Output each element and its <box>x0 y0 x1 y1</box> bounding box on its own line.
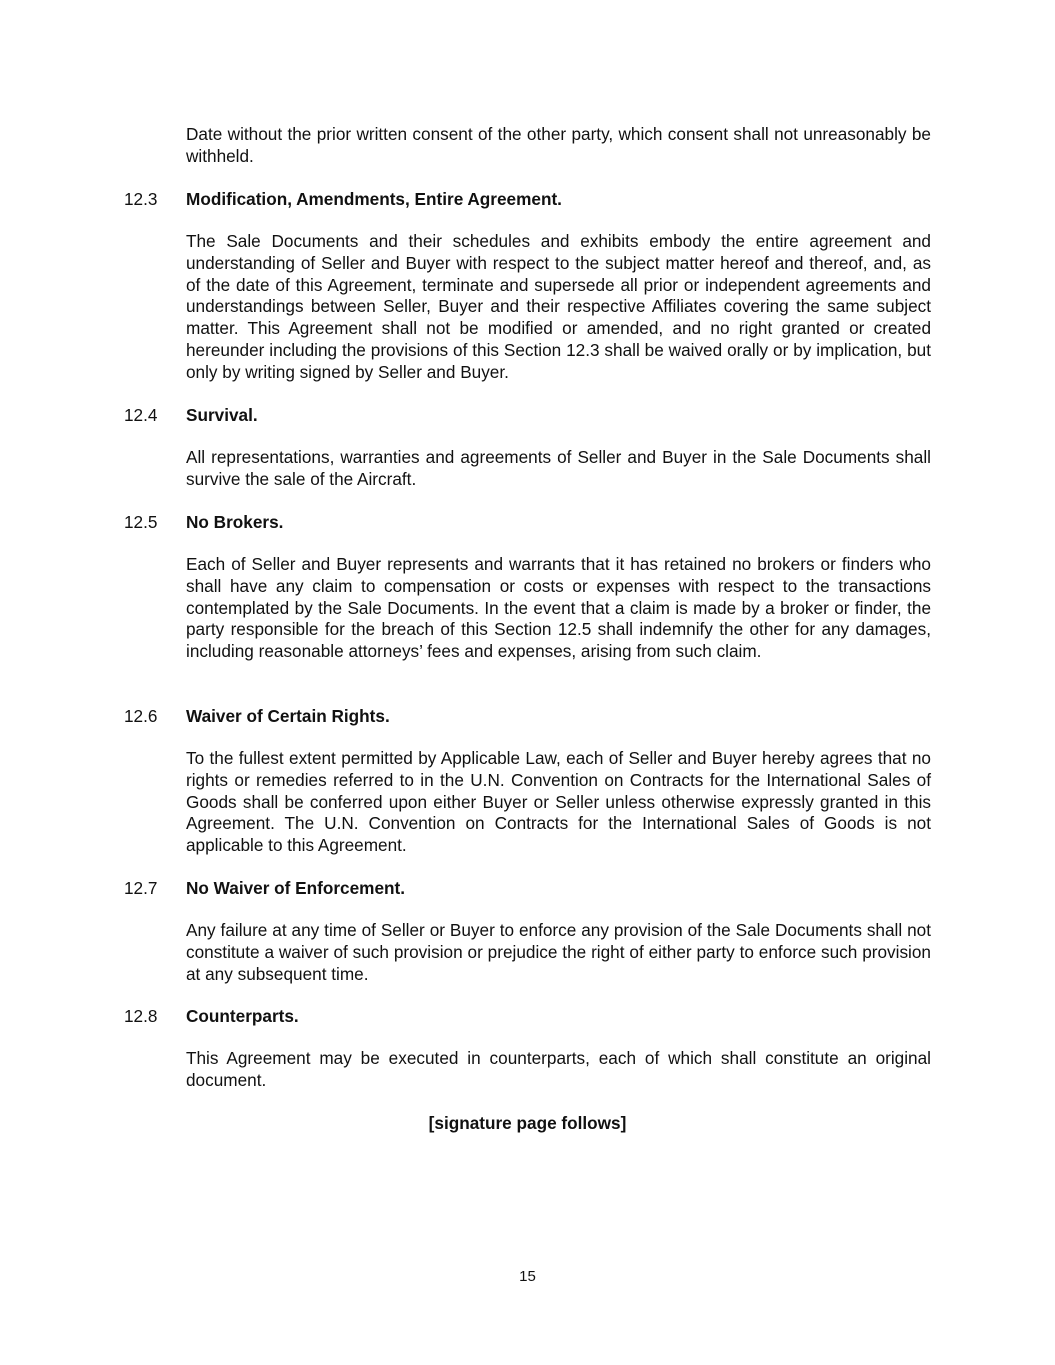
intro-paragraph: Date without the prior written consent of the other party, which consent shall not unreasonably be withheld. <box>186 124 931 166</box>
section-number: 12.4 <box>124 405 158 425</box>
section-heading-12-4 <box>124 405 944 427</box>
section-number: 12.5 <box>124 512 158 532</box>
section-title: Counterparts. <box>186 1006 299 1026</box>
section-body-12-7: Any failure at any time of Seller or Buyer to enforce any provision of the Sale Documents shall not constitute a waiver of such provision or prejudice the right of either party to enforce such provision at any subsequent time. <box>186 920 931 984</box>
section-heading-12-8 <box>124 1006 944 1028</box>
section-body-12-3: The Sale Documents and their schedules and exhibits embody the entire agreement and understanding of Seller and Buyer with respect to the subject matter hereof and thereof, and, as of the date of this Agreement, terminate and supersede all prior or independent agreements and understandings between Seller, Buyer and their respective Affiliates covering the same subject matter. This Agreement shall not be modified or amended, and no right granted or created hereunder including the provisions of this Section 12.3 shall be waived orally or by implication, but only by writing signed by Seller and Buyer. <box>186 231 931 382</box>
section-title: Modification, Amendments, Entire Agreement. <box>186 189 562 209</box>
section-body-12-4: All representations, warranties and agreements of Seller and Buyer in the Sale Documents shall survive the sale of the Aircraft. <box>186 447 931 489</box>
section-body-12-8: This Agreement may be executed in counterparts, each of which shall constitute an original document. <box>186 1048 931 1090</box>
section-heading-12-3 <box>124 189 944 211</box>
section-heading-12-5 <box>124 512 944 534</box>
section-title: No Brokers. <box>186 512 284 532</box>
section-number: 12.8 <box>124 1006 158 1026</box>
section-number: 12.7 <box>124 878 158 898</box>
section-body-12-6: To the fullest extent permitted by Applicable Law, each of Seller and Buyer hereby agrees that no rights or remedies referred to in the U.N. Convention on Contracts for the International Sales of Goods shall be conferred upon either Buyer or Seller unless otherwise expressly granted in this Agreement. The U.N. Convention on Contracts for the International Sales of Goods is not applicable to this Agreement. <box>186 748 931 856</box>
section-number: 12.6 <box>124 706 158 726</box>
section-title: No Waiver of Enforcement. <box>186 878 406 898</box>
section-title: Survival. <box>186 405 258 425</box>
section-title: Waiver of Certain Rights. <box>186 706 390 726</box>
section-heading-12-7 <box>124 878 944 900</box>
section-body-12-5: Each of Seller and Buyer represents and warrants that it has retained no brokers or finders who shall have any claim to compensation or costs or expenses with respect to the transactions contemplated by the Sale Documents. In the event that a claim is made by a broker or finder, the party responsible for the breach of this Section 12.5 shall indemnify the other for any damages, including reasonable attorneys’ fees and expenses, arising from such claim. <box>186 554 931 662</box>
signature-page-note: [signature page follows] <box>428 1113 627 1133</box>
page-number: 15 <box>519 1268 536 1285</box>
section-number: 12.3 <box>124 189 158 209</box>
section-heading-12-6 <box>124 706 944 728</box>
